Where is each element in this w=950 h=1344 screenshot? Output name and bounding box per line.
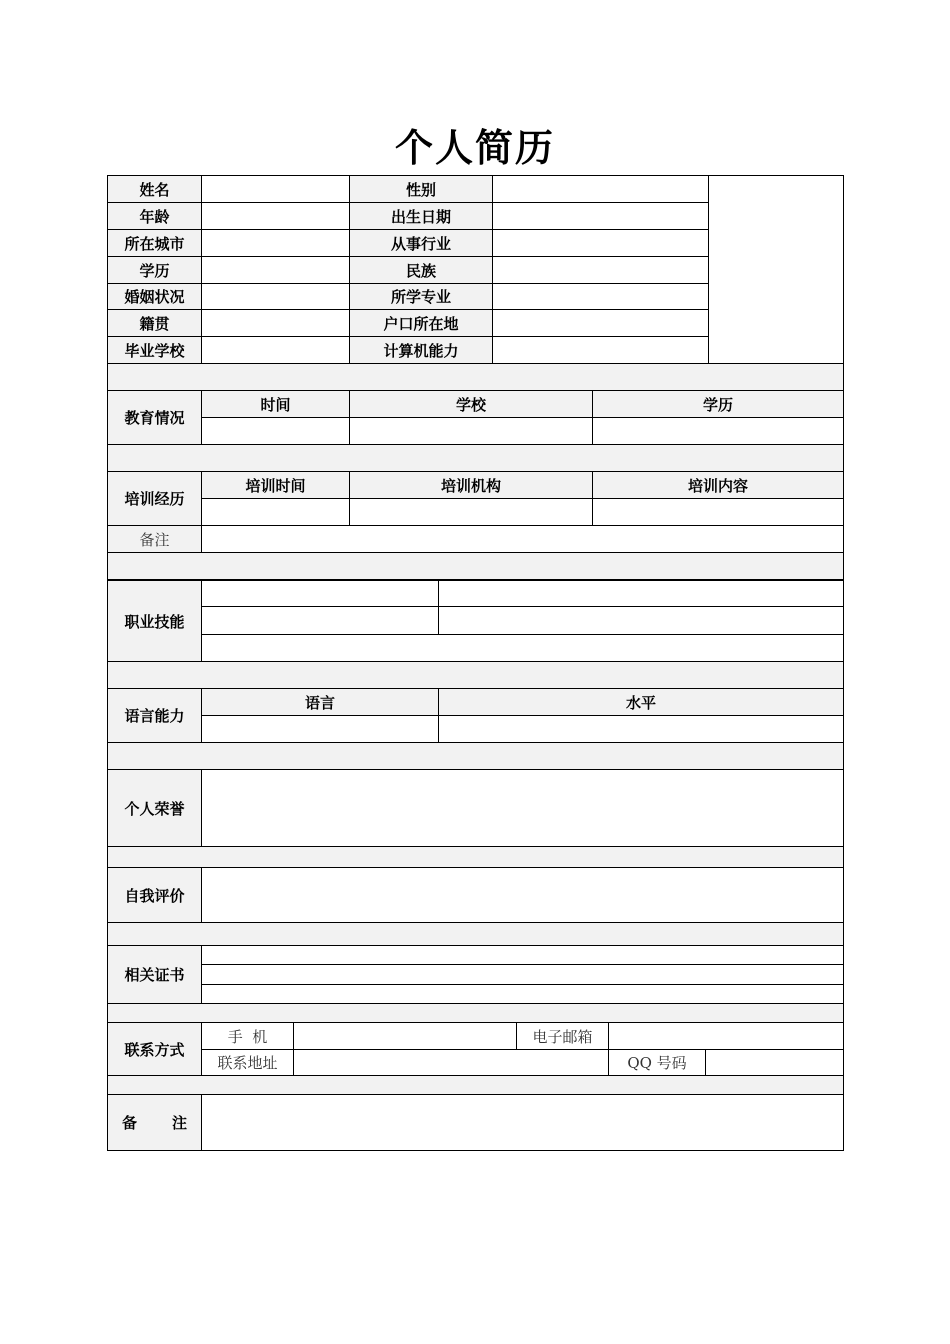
address-label: 联系地址 xyxy=(201,1049,294,1076)
age-field[interactable] xyxy=(201,202,350,230)
skill-field[interactable] xyxy=(201,606,439,635)
section-spacer xyxy=(107,363,844,391)
training-header-institution: 培训机构 xyxy=(349,471,593,499)
language-level-field[interactable] xyxy=(438,715,844,743)
training-time-field[interactable] xyxy=(201,498,350,526)
phone-field[interactable] xyxy=(293,1022,517,1050)
section-spacer xyxy=(107,742,844,770)
section-spacer xyxy=(107,1075,844,1095)
school-label: 毕业学校 xyxy=(107,336,202,364)
name-field[interactable] xyxy=(201,175,350,203)
self-evaluation-field[interactable] xyxy=(201,867,844,923)
language-label: 语言能力 xyxy=(107,688,202,743)
section-spacer xyxy=(107,922,844,946)
certificates-label: 相关证书 xyxy=(107,945,202,1004)
skill-field[interactable] xyxy=(438,606,844,635)
certificate-field[interactable] xyxy=(201,964,844,985)
age-label: 年龄 xyxy=(107,202,202,230)
training-header-time: 培训时间 xyxy=(201,471,350,499)
certificate-field[interactable] xyxy=(201,984,844,1004)
skill-field[interactable] xyxy=(201,579,439,607)
ethnicity-label: 民族 xyxy=(349,256,493,284)
section-spacer xyxy=(107,846,844,868)
language-header-language: 语言 xyxy=(201,688,439,716)
industry-field[interactable] xyxy=(492,229,709,257)
remarks-field[interactable] xyxy=(201,1094,844,1151)
page-title: 个人简历 xyxy=(394,126,555,170)
training-label: 培训经历 xyxy=(107,471,202,526)
training-institution-field[interactable] xyxy=(349,498,593,526)
degree-field[interactable] xyxy=(201,256,350,284)
education-header-degree: 学历 xyxy=(592,390,844,418)
computer-skill-label: 计算机能力 xyxy=(349,336,493,364)
origin-field[interactable] xyxy=(201,309,350,337)
gender-label: 性别 xyxy=(349,175,493,203)
section-spacer xyxy=(107,1003,844,1023)
honors-field[interactable] xyxy=(201,769,844,847)
education-label: 教育情况 xyxy=(107,390,202,445)
section-spacer xyxy=(107,444,844,472)
training-note-field[interactable] xyxy=(201,525,844,553)
major-label: 所学专业 xyxy=(349,283,493,310)
gender-field[interactable] xyxy=(492,175,709,203)
self-evaluation-label: 自我评价 xyxy=(107,867,202,923)
education-school-field[interactable] xyxy=(349,417,593,445)
name-label: 姓名 xyxy=(107,175,202,203)
origin-label: 籍贯 xyxy=(107,309,202,337)
hukou-label: 户口所在地 xyxy=(349,309,493,337)
address-field[interactable] xyxy=(293,1049,609,1076)
education-time-field[interactable] xyxy=(201,417,350,445)
remarks-label-char: 备 xyxy=(122,1114,138,1132)
major-field[interactable] xyxy=(492,283,709,310)
section-spacer xyxy=(107,661,844,689)
contact-label: 联系方式 xyxy=(107,1022,202,1076)
honors-label: 个人荣誉 xyxy=(107,769,202,847)
marital-status-field[interactable] xyxy=(201,283,350,310)
language-header-level: 水平 xyxy=(438,688,844,716)
education-header-school: 学校 xyxy=(349,390,593,418)
education-degree-field[interactable] xyxy=(592,417,844,445)
ethnicity-field[interactable] xyxy=(492,256,709,284)
qq-field[interactable] xyxy=(705,1049,844,1076)
skill-field[interactable] xyxy=(201,634,844,662)
email-label: 电子邮箱 xyxy=(516,1022,609,1050)
section-spacer xyxy=(107,552,844,580)
education-header-time: 时间 xyxy=(201,390,350,418)
language-field[interactable] xyxy=(201,715,439,743)
training-content-field[interactable] xyxy=(592,498,844,526)
training-header-content: 培训内容 xyxy=(592,471,844,499)
skill-field[interactable] xyxy=(438,579,844,607)
birth-date-field[interactable] xyxy=(492,202,709,230)
phone-label: 手 机 xyxy=(201,1022,294,1050)
school-field[interactable] xyxy=(201,336,350,364)
city-field[interactable] xyxy=(201,229,350,257)
remarks-label xyxy=(107,1094,202,1151)
birth-date-label: 出生日期 xyxy=(349,202,493,230)
skills-label: 职业技能 xyxy=(107,579,202,662)
photo-box[interactable] xyxy=(708,175,844,364)
computer-skill-field[interactable] xyxy=(492,336,709,364)
certificate-field[interactable] xyxy=(201,945,844,965)
training-note-label: 备注 xyxy=(107,525,202,553)
hukou-field[interactable] xyxy=(492,309,709,337)
degree-label: 学历 xyxy=(107,256,202,284)
industry-label: 从事行业 xyxy=(349,229,493,257)
remarks-label-char: 注 xyxy=(171,1114,187,1132)
resume-form xyxy=(107,175,844,1151)
qq-label: QQ 号码 xyxy=(608,1049,706,1076)
city-label: 所在城市 xyxy=(107,229,202,257)
marital-status-label: 婚姻状况 xyxy=(107,283,202,310)
email-field[interactable] xyxy=(608,1022,844,1050)
